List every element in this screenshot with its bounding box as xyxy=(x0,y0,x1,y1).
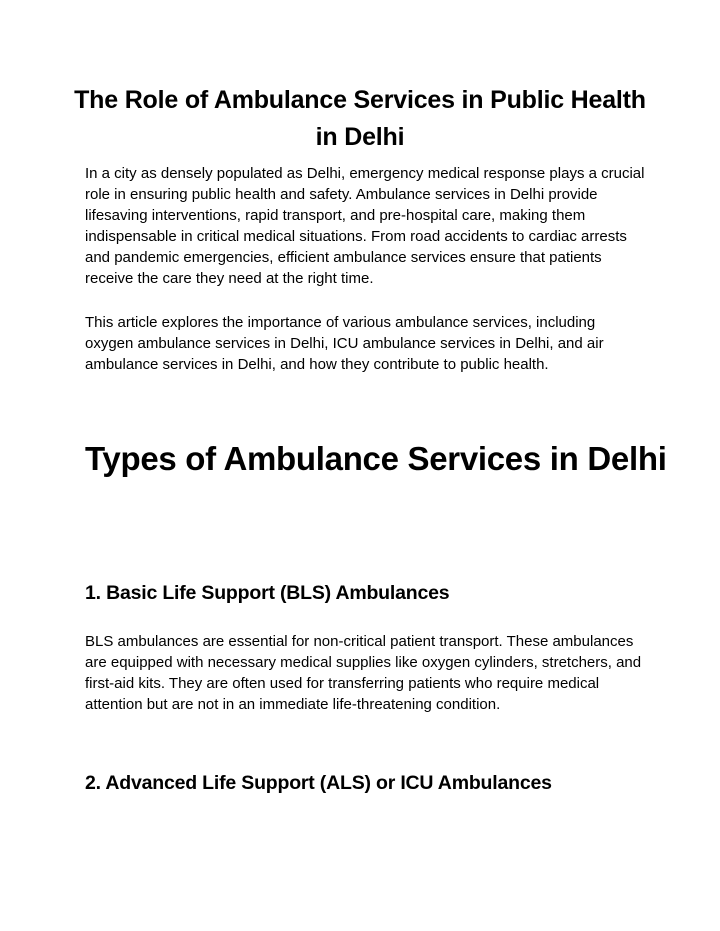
intro-paragraph: In a city as densely populated as Delhi, emergency medical response plays a crucial role in ensuring public health and safety. Ambulance services in Delhi provide lifesaving interventions, rapid transport, and pre-hospital care, making them indispensable in critical medical situations. From road accidents to cardiac arrests and pandemic emergencies, efficient ambulance services ensure that patients receive the care they need at the right time. xyxy=(85,165,645,287)
section-heading: Types of Ambulance Services in Delhi xyxy=(85,440,667,477)
overview-paragraph: This article explores the importance of various ambulance services, including oxygen ambulance services in Delhi, ICU ambulance services in Delhi, and air ambulance services in Delhi, and how they contribute to public health. xyxy=(85,314,604,373)
document-title: The Role of Ambulance Services in Public Health in Delhi xyxy=(74,86,646,151)
subsection-1-heading: 1. Basic Life Support (BLS) Ambulances xyxy=(85,582,450,604)
subsection-1-paragraph: BLS ambulances are essential for non-critical patient transport. These ambulances are equipped with necessary medical supplies like oxygen cylinders, stretchers, and first-aid kits. They are often used for transferring patients who require medical attention but are not in an immediate life-threatening condition. xyxy=(85,633,642,713)
subsection-2-heading: 2. Advanced Life Support (ALS) or ICU Ambulances xyxy=(85,772,552,794)
